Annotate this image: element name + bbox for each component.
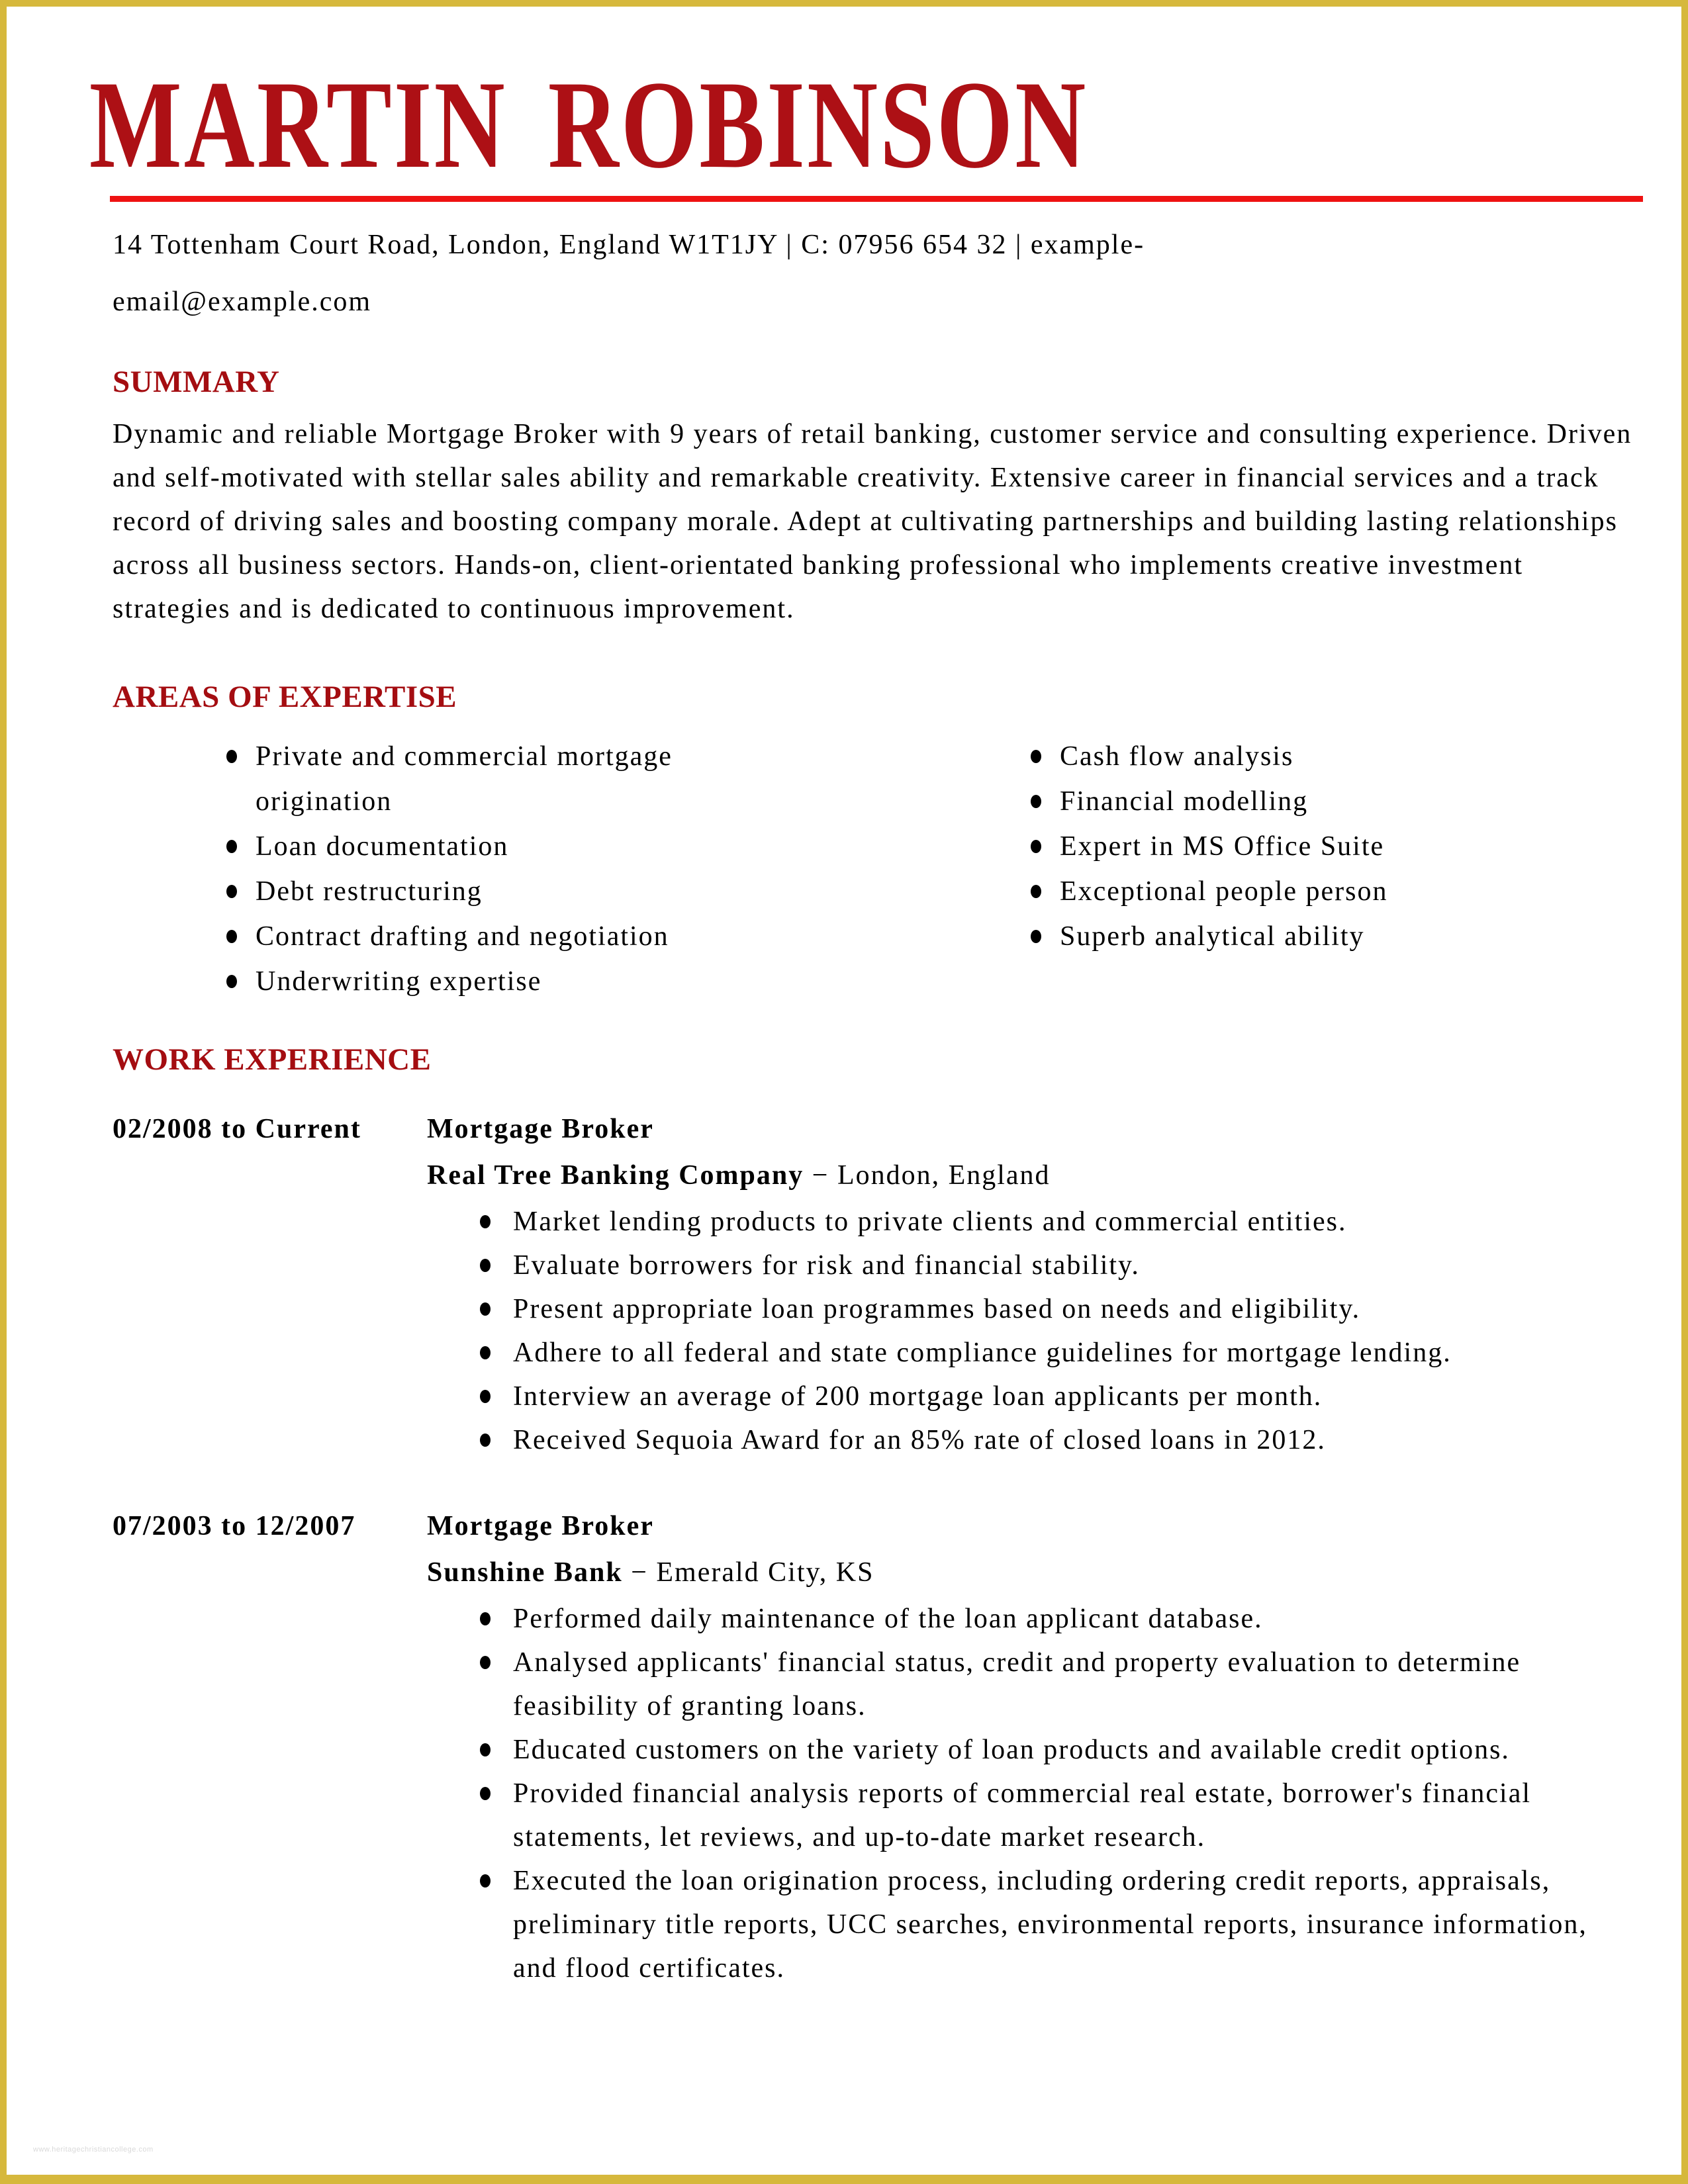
expertise-section (7, 678, 1681, 1004)
company-location: Emerald City, KS (656, 1557, 874, 1588)
job-duty: Analysed applicants' financial status, credit and property evaluation to determine feasibility of granting loans. (427, 1641, 1599, 1728)
watermark-text: www.heritagechristiancollege.com (33, 2146, 154, 2154)
job-title: Mortgage Broker (427, 1511, 654, 1541)
job-dates: 02/2008 to Current (113, 1114, 361, 1144)
expertise-item: Private and commercial mortgage origination (225, 734, 686, 824)
job-duty-list (427, 1200, 1612, 1462)
expertise-item: Cash flow analysis (1029, 734, 1563, 779)
job-details (427, 1503, 1612, 1990)
expertise-item: Superb analytical ability (1029, 914, 1563, 959)
job-duty-list (427, 1597, 1612, 1990)
job-duty: Performed daily maintenance of the loan applicant database. (427, 1597, 1599, 1641)
job-duty: Evaluate borrowers for risk and financial stability. (427, 1244, 1599, 1287)
expertise-column-1 (225, 734, 1029, 1004)
header-divider-rule (110, 196, 1643, 202)
expertise-column-2 (1029, 734, 1681, 1004)
expertise-item: Debt restructuring (225, 869, 686, 914)
job-duty: Executed the loan origination process, including ordering credit reports, appraisals, preliminary title reports, UCC searches, environmental reports, insurance information, and flood certificates. (427, 1859, 1599, 1990)
company-name: Sunshine Bank (427, 1557, 623, 1588)
job-title: Mortgage Broker (427, 1114, 654, 1144)
work-experience-heading: WORK EXPERIENCE (113, 1042, 432, 1077)
job-entry (113, 1503, 1635, 1990)
job-entry (113, 1106, 1635, 1462)
expertise-item: Loan documentation (225, 824, 686, 869)
job-dates: 07/2003 to 12/2007 (113, 1511, 356, 1541)
job-duty: Adhere to all federal and state compliance guidelines for mortgage lending. (427, 1331, 1599, 1375)
summary-section (7, 363, 1681, 631)
company-location: London, England (837, 1160, 1051, 1191)
work-experience-section (7, 1041, 1681, 1990)
job-duty: Received Sequoia Award for an 85% rate of closed loans in 2012. (427, 1418, 1599, 1462)
expertise-item: Exceptional people person (1029, 869, 1563, 914)
job-company-line (427, 1549, 1612, 1596)
job-duty: Market lending products to private clients and commercial entities. (427, 1200, 1599, 1244)
company-location-dash: − (631, 1557, 648, 1588)
contact-info (113, 216, 1635, 330)
contact-line-2: email@example.com (113, 287, 372, 317)
job-company-line (427, 1152, 1612, 1199)
expertise-item: Underwriting expertise (225, 959, 686, 1004)
job-duty: Present appropriate loan programmes based on needs and eligibility. (427, 1287, 1599, 1331)
company-name: Real Tree Banking Company (427, 1160, 804, 1191)
job-duty: Educated customers on the variety of loan products and available credit options. (427, 1728, 1599, 1772)
summary-text: Dynamic and reliable Mortgage Broker with 9 years of retail banking, customer service and consulting experience. Driven and self-motivated with stellar sales ability and remarkable creativity. Extensive career in financial services and a track record of driving sales and boosting company morale. Adept at cultivating partnerships and building lasting relationships across all business sectors. Hands-on, client-orientated banking professional who implements creative investment strategies and is dedicated to continuous improvement. (113, 419, 1632, 624)
resume-header (7, 7, 1681, 330)
job-duty: Interview an average of 200 mortgage loan applicants per month. (427, 1375, 1599, 1418)
job-duty: Provided financial analysis reports of commercial real estate, borrower's financial statements, let reviews, and up-to-date market research. (427, 1772, 1599, 1859)
expertise-columns (225, 734, 1681, 1004)
expertise-item: Contract drafting and negotiation (225, 914, 686, 959)
expertise-heading: AREAS OF EXPERTISE (113, 680, 457, 714)
summary-heading: SUMMARY (113, 365, 280, 399)
contact-line-1: 14 Tottenham Court Road, London, England W1T1JY | C: 07956 654 32 | example- (113, 230, 1145, 260)
expertise-item: Expert in MS Office Suite (1029, 824, 1563, 869)
expertise-item: Financial modelling (1029, 779, 1563, 824)
job-details (427, 1106, 1612, 1462)
company-location-dash: − (812, 1160, 829, 1191)
person-name: MARTIN ROBINSON (89, 56, 1088, 195)
